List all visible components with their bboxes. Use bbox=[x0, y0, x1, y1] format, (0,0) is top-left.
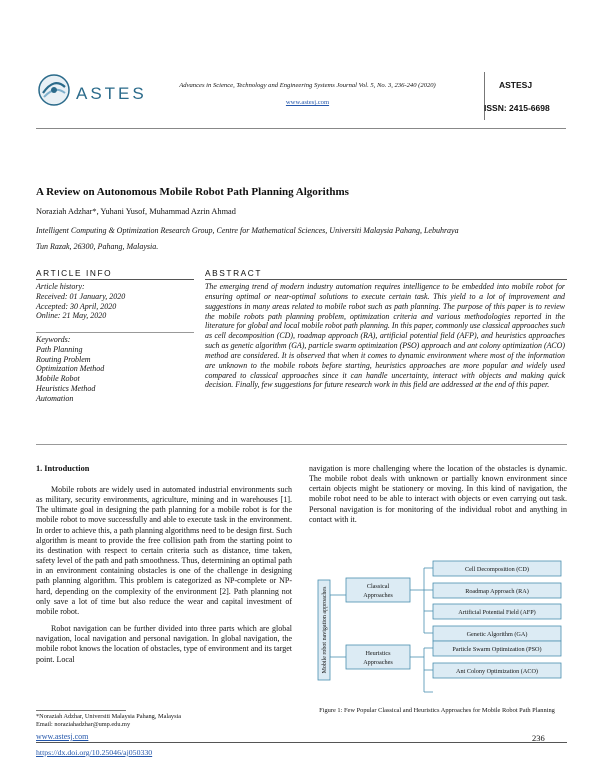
footer-url-link[interactable]: www.astesj.com bbox=[36, 732, 89, 741]
paper-title: A Review on Autonomous Mobile Robot Path Planning Algorithms bbox=[36, 186, 349, 198]
keyword: Mobile Robot bbox=[36, 374, 80, 384]
method-pso-label: Particle Swarm Optimization (PSO) bbox=[452, 646, 542, 653]
header-rule bbox=[36, 128, 566, 129]
journal-line: Advances in Science, Technology and Engineering Systems Journal Vol. 5, No. 3, 236-240 (2020) bbox=[179, 82, 436, 89]
abstract-rule bbox=[205, 279, 567, 280]
brand-name: ASTESJ bbox=[499, 80, 533, 90]
footer-rule bbox=[36, 742, 567, 743]
figure-1-diagram bbox=[306, 552, 568, 704]
figure-root-label: Mobile robot navigation approaches bbox=[322, 586, 328, 674]
classical-label-2: Approaches bbox=[363, 592, 393, 599]
paper-authors: Noraziah Adzhar*, Yuhani Yusof, Muhammad Azrin Ahmad bbox=[36, 207, 236, 216]
journal-link[interactable]: www.astesj.com bbox=[285, 99, 330, 106]
figure-caption: Figure 1: Few Popular Classical and Heuristics Approaches for Mobile Robot Path Planning bbox=[319, 707, 555, 714]
paper-affiliation bbox=[36, 223, 566, 255]
abstract-heading: ABSTRACT bbox=[205, 268, 263, 278]
article-history bbox=[36, 282, 125, 321]
keyword: Optimization Method bbox=[36, 364, 105, 374]
doi-link[interactable]: https://dx.doi.org/10.25046/aj050330 bbox=[36, 748, 153, 757]
footnote-email: Email: noraziahadzhar@ump.edu.my bbox=[36, 721, 131, 729]
intro-paragraph-1: Mobile robots are widely used in automated industrial environments such as military, security environments, agriculture, mining and in warehouses [1]. The ultimate goal in designing the path planning for a mobile robot is for the mobile robot to move successfully and able to execute task in the environment. In order to achieve this, a path planning algorithms need to be design first. Such algorithm is meant to provide the free collision path from the starting point to its destination with respect to certain criteria such as distance, time taken, safety level of the path and path smoothness. Thus, determining an optimal path in an environment containing obstacles is one of the challenge in designing path planning algorithm. This problem is categorized as NP-complete or NP-hard, depending on the complexity of the environment [2]. Path planning not only save a lot of time but also reduce the wear and capital investment of mobile robot. bbox=[36, 485, 292, 616]
intro-heading: 1. Introduction bbox=[36, 464, 90, 473]
received-date: Received: 01 January, 2020 bbox=[36, 291, 126, 301]
keywords-label: Keywords: bbox=[36, 335, 71, 344]
footnote bbox=[36, 713, 181, 730]
heuristics-label-2: Approaches bbox=[363, 659, 393, 666]
keyword: Path Planning bbox=[36, 344, 83, 354]
article-info-heading: ARTICLE INFO bbox=[36, 268, 113, 278]
astes-logo-icon bbox=[37, 73, 71, 107]
method-ra-label: Roadmap Approach (RA) bbox=[465, 588, 529, 595]
abstract-bottom-rule bbox=[36, 444, 567, 445]
history-label: Article history: bbox=[36, 282, 85, 291]
affiliation-line-2: Tun Razak, 26300, Pahang, Malaysia. bbox=[36, 242, 159, 251]
intro-paragraph-2: Robot navigation can be further divided into three parts which are global navigation, local navigation and personal navigation. In global navigation, the mobile robot knows the location of obstacles, type of environment and its target point. Local bbox=[36, 624, 292, 664]
method-ga-label: Genetic Algorithm (GA) bbox=[466, 631, 528, 638]
intro-paragraph-3: navigation is more challenging where the location of the obstacles is dynamic. The mobile robot deals with unknown or partially known environment since certain objects might be stationery or moving. In this kind of navigation, the mobile robot need to be able to interact with objects or even carrying out task. Personal navigation is for monitoring of the individual robot and anything in contact with it. bbox=[309, 464, 567, 524]
issn: ISSN: 2415-6698 bbox=[484, 103, 550, 113]
method-cd-label: Cell Decomposition (CD) bbox=[465, 566, 529, 573]
footnote-author: *Noraziah Adzhar, Universiti Malaysia Pahang, Malaysia bbox=[36, 713, 182, 720]
method-afp-label: Artificial Potential Field (AFP) bbox=[458, 609, 536, 616]
keyword: Routing Problem bbox=[36, 354, 91, 364]
keyword: Heuristics Method bbox=[36, 383, 96, 393]
abstract-text: The emerging trend of modern industry automation requires intelligence to be embedded into mobile robot for ensuring optimal or near-optimal solutions to execute certain task. This yield to a lot of improvement and suggestions in many areas related to mobile robot such as path planning. The purpose of this paper is to review the mobile robots path planning problem, optimization criteria and various methodologies reported in the literature for global and local mobile robot path planning. In this paper, commonly use classical approaches such as cell decomposition (CD), roadmap approach (RA), artificial potential field (AFP), and heuristics approaches such as genetic algorithm (GA), particle swarm optimization (PSO) approach and ant colony optimization (ACO) method are considered. It is observed that when it comes to dynamic environment where most of the information are unknown to the mobile robots before starting, heuristics approaches are more popular and widely used compared to classical approaches since it can handle uncertainty, interact with objects and making quick decision. Finally, few suggestions for future research work in this field are addressed at the end of this paper. bbox=[205, 282, 565, 390]
footnote-rule bbox=[36, 710, 126, 711]
keyword: Automation bbox=[36, 393, 74, 403]
right-column bbox=[309, 464, 567, 525]
article-info-rule bbox=[36, 279, 194, 280]
heuristics-label-1: Heuristics bbox=[365, 650, 391, 657]
accepted-date: Accepted: 30 April, 2020 bbox=[36, 301, 117, 311]
method-aco-label: Ant Colony Optimization (ACO) bbox=[456, 668, 538, 675]
page-number: 236 bbox=[532, 733, 545, 743]
classical-label-1: Classical bbox=[366, 583, 390, 590]
keywords-rule bbox=[36, 332, 194, 333]
keywords-block bbox=[36, 335, 104, 404]
logo-text: ASTES bbox=[76, 84, 147, 103]
left-column bbox=[36, 485, 292, 665]
online-date: Online: 21 May, 2020 bbox=[36, 311, 107, 321]
affiliation-line-1: Intelligent Computing & Optimization Research Group, Centre for Mathematical Sciences, Universiti Malaysia Pahang, Lebuhraya bbox=[36, 226, 459, 235]
